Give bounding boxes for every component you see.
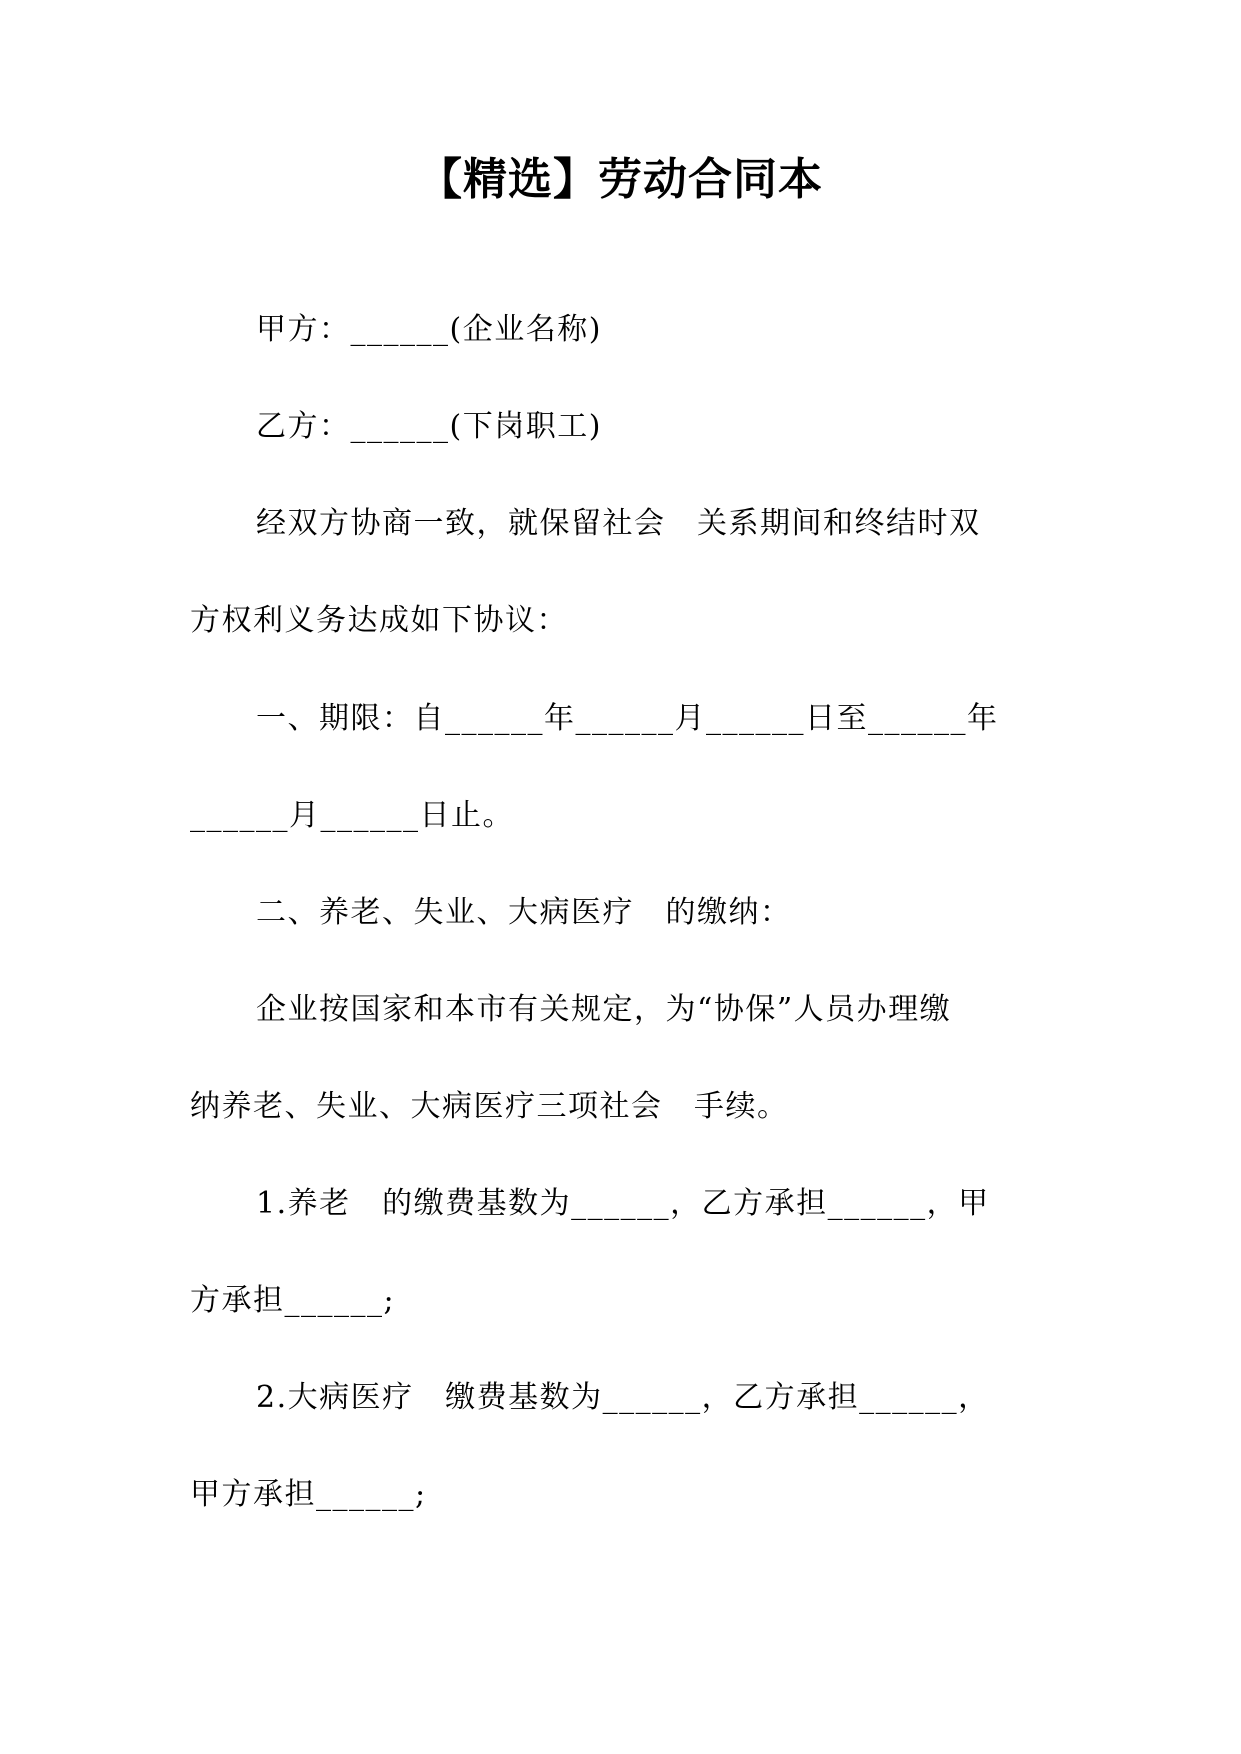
medical-item-line-2: 甲方承担______;	[190, 1477, 427, 1512]
preamble-line-1: 经双方协商一致，就保留社会 关系期间和终结时双	[256, 506, 981, 541]
term-clause-line-1: 一、期限：自______年______月______日至______年	[256, 701, 999, 736]
insurance-paragraph-line-2: 纳养老、失业、大病医疗三项社会 手续。	[190, 1089, 789, 1124]
pension-item-line-1: 1.养老 的缴费基数为______，乙方承担______，甲	[256, 1186, 990, 1221]
party-a-line: 甲方：______(企业名称)	[256, 312, 602, 347]
party-b-line: 乙方：______(下岗职工)	[256, 409, 602, 444]
section-two-heading: 二、养老、失业、大病医疗 的缴纳：	[256, 895, 792, 930]
insurance-paragraph-line-1: 企业按国家和本市有关规定，为“协保”人员办理缴	[256, 992, 952, 1027]
term-clause-line-2: ______月______日止。	[190, 798, 514, 833]
pension-item-line-2: 方承担______;	[190, 1283, 396, 1318]
preamble-line-2: 方权利义务达成如下协议：	[190, 603, 568, 638]
document-title: 【精选】劳动合同本	[418, 154, 823, 205]
medical-item-line-1: 2.大病医疗 缴费基数为______，乙方承担______，	[256, 1380, 990, 1415]
